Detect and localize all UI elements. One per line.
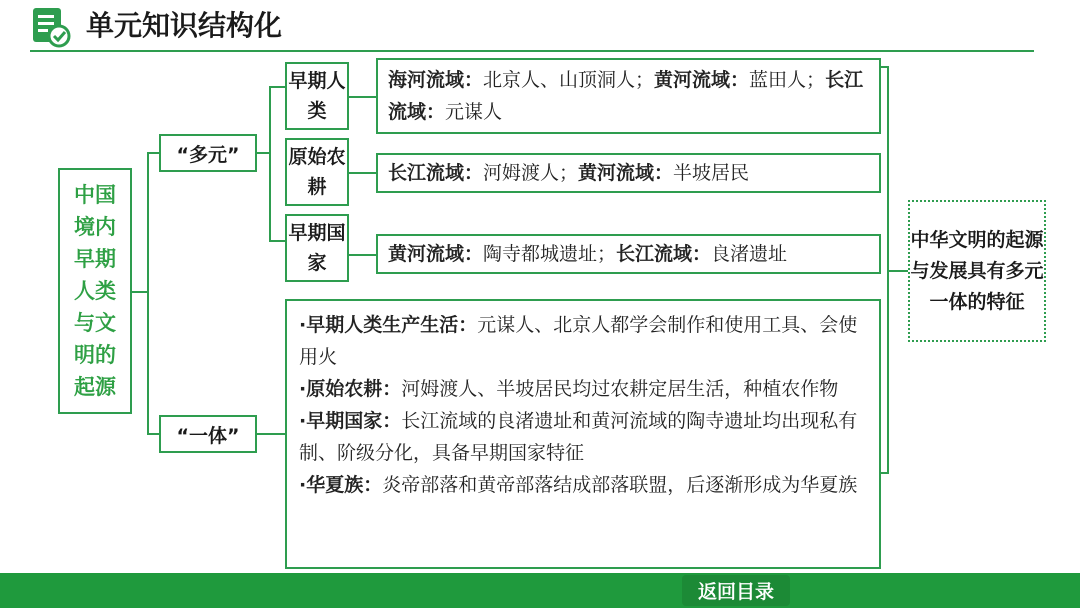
detail-text: 河姆渡人； — [483, 162, 579, 184]
detail-text: 半坡居民 — [673, 162, 750, 184]
connector — [132, 291, 148, 293]
connector — [887, 270, 908, 272]
connector — [147, 152, 149, 435]
detail-text: 蓝田人； — [749, 69, 826, 91]
title-divider — [30, 50, 1034, 52]
detail-text: 海河流域： — [388, 69, 484, 91]
unity-point-title: ·早期人类生产生活： — [299, 314, 478, 336]
connector — [269, 86, 271, 242]
detail-text: 陶寺都城遗址； — [483, 243, 617, 265]
unity-point — [299, 309, 869, 373]
detail-text: 长江流域： — [616, 243, 712, 265]
subtopic-early-states: 早期国家 — [285, 214, 349, 282]
unity-point-body: 河姆渡人、半坡居民均过农耕定居生活，种植农作物 — [401, 378, 839, 400]
back-to-contents-button[interactable]: 返回目录 — [682, 575, 790, 606]
detail-text: 黄河流域： — [654, 69, 750, 91]
unity-details — [285, 299, 881, 569]
unity-point-body: 炎帝部落和黄帝部落结成部落联盟，后逐渐形成为华夏族 — [382, 474, 858, 496]
connector — [349, 172, 376, 174]
unity-point — [299, 373, 869, 405]
connector — [269, 240, 285, 242]
subtopic-primitive-farming: 原始农耕 — [285, 138, 349, 206]
connector — [257, 433, 285, 435]
unity-point-title: ·早期国家： — [299, 410, 402, 432]
unity-point — [299, 405, 869, 469]
connector — [349, 96, 376, 98]
root-topic: 中国境内早期人类与文明的起源 — [58, 168, 132, 414]
checklist-icon — [30, 6, 72, 48]
branch-unity: “一体” — [159, 415, 257, 453]
page-title: 单元知识结构化 — [86, 9, 283, 42]
unity-point-title: ·原始农耕： — [299, 378, 402, 400]
footer-bar — [0, 573, 1080, 608]
unity-point-body: 元谋人、北京人都学会制作和使用工具、会使用火 — [299, 314, 858, 368]
connector — [147, 433, 159, 435]
detail-early-states — [376, 234, 881, 274]
unity-point — [299, 469, 869, 501]
detail-text: 元谋人 — [445, 101, 503, 123]
detail-text: 黄河流域： — [578, 162, 674, 184]
detail-text: 长江流域： — [388, 69, 864, 123]
detail-text: 良渚遗址 — [711, 243, 788, 265]
connector — [349, 254, 376, 256]
subtopic-early-humans: 早期人类 — [285, 62, 349, 130]
detail-early-humans — [376, 58, 881, 134]
detail-primitive-farming — [376, 153, 881, 193]
connector — [269, 86, 285, 88]
connector — [147, 152, 159, 154]
detail-text: 黄河流域： — [388, 243, 484, 265]
conclusion-box: 中华文明的起源与发展具有多元一体的特征 — [908, 200, 1046, 342]
detail-text: 长江流域： — [388, 162, 484, 184]
detail-text: 北京人、山顶洞人； — [483, 69, 655, 91]
branch-diverse: “多元” — [159, 134, 257, 172]
unity-point-title: ·华夏族： — [299, 474, 383, 496]
unity-point-body: 长江流域的良渚遗址和黄河流域的陶寺遗址均出现私有制、阶级分化，具备早期国家特征 — [299, 410, 858, 464]
